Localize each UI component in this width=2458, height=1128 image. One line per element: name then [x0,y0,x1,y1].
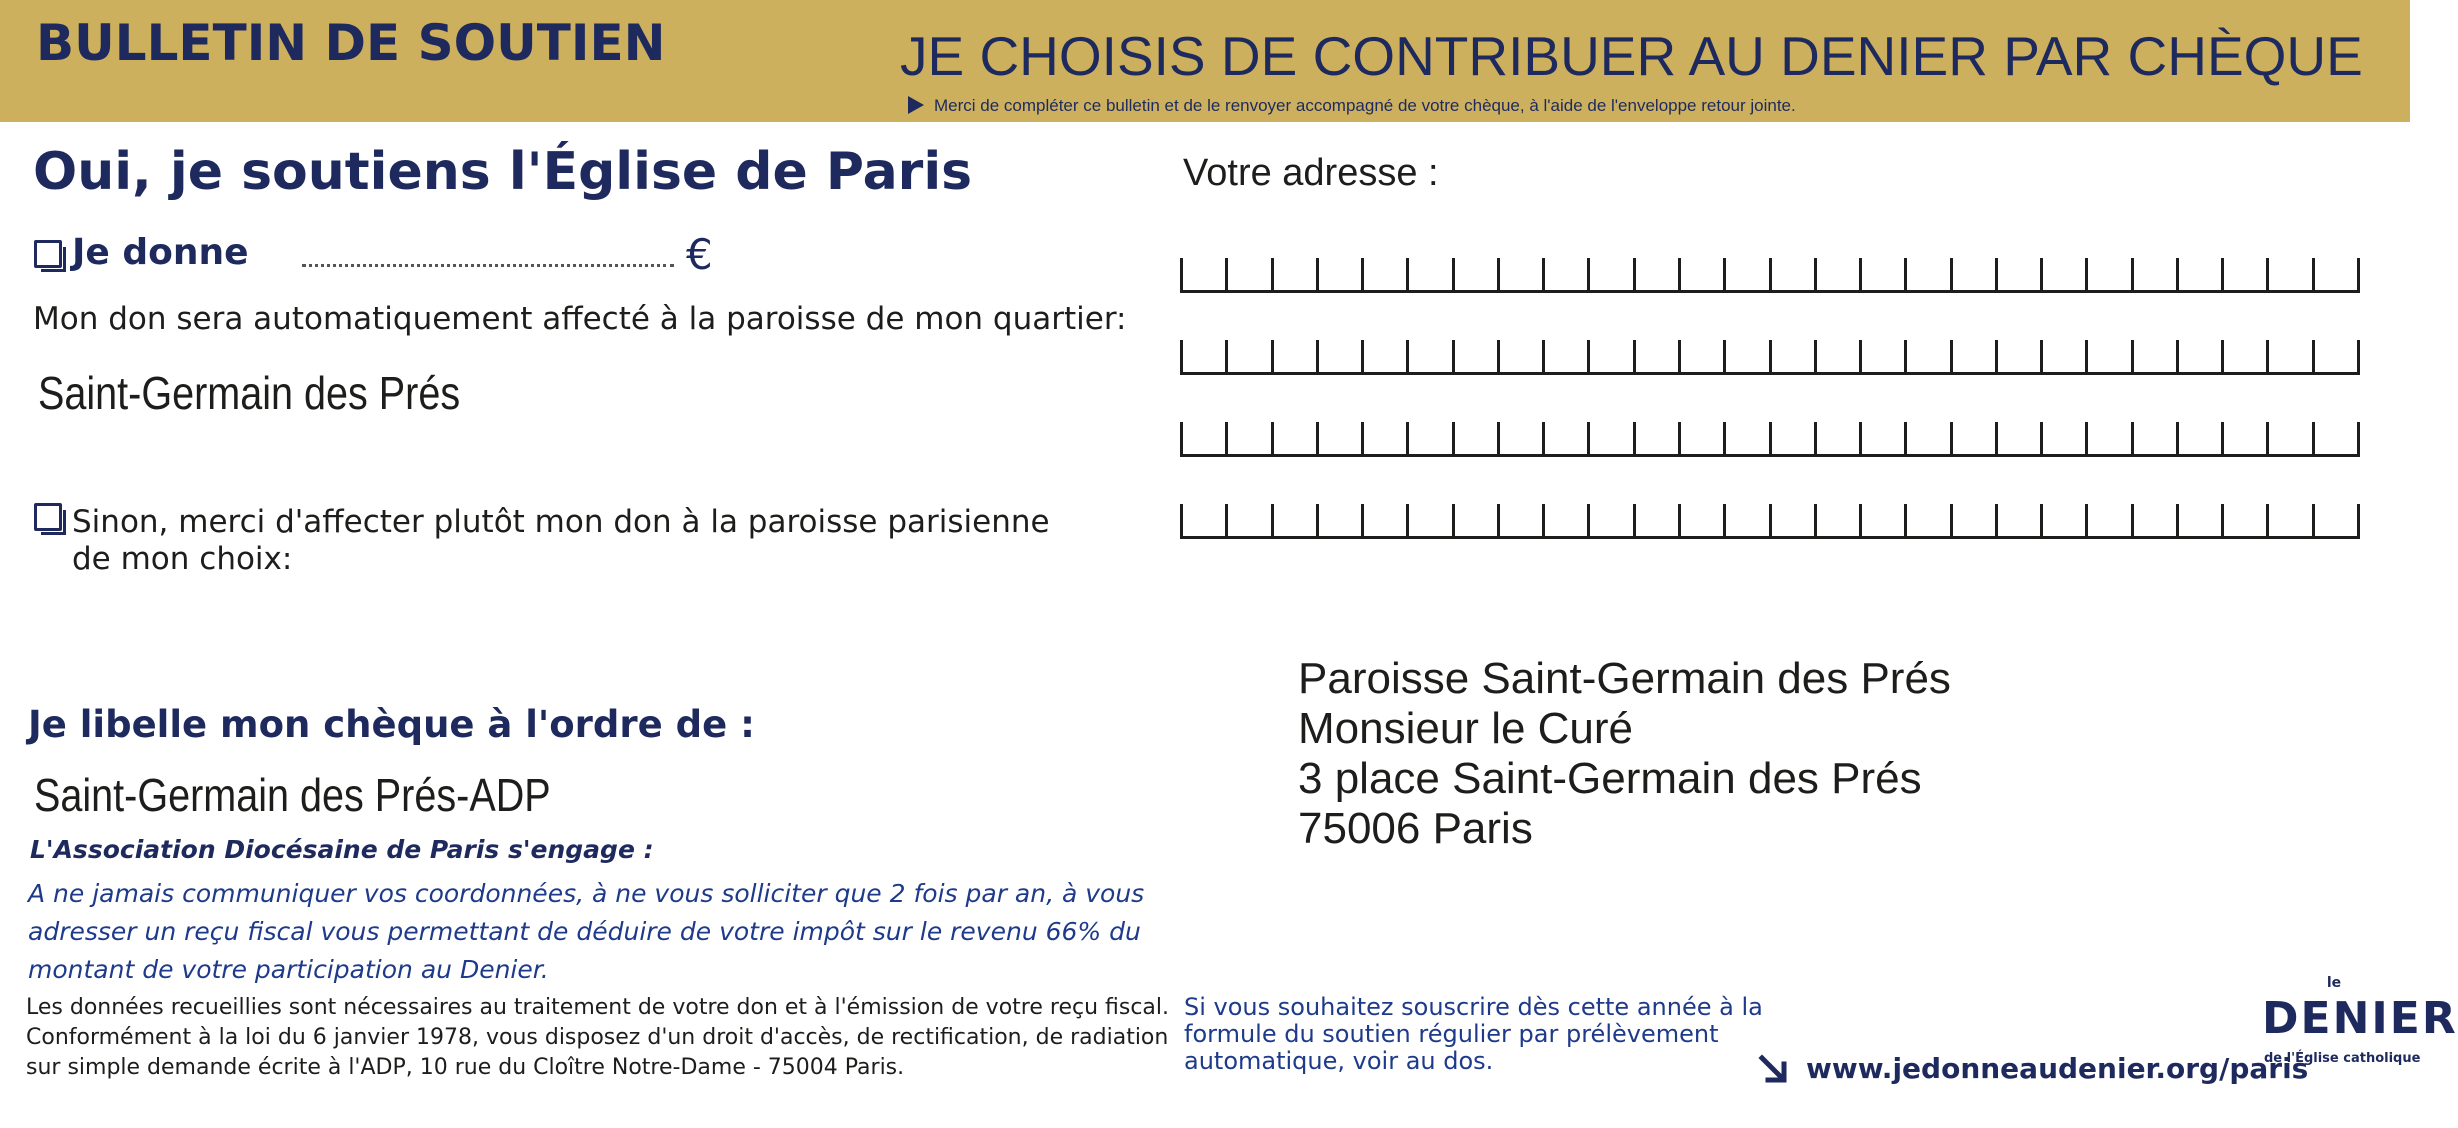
address-tick [1587,258,1590,290]
arrow-down-right-icon [1758,1054,1790,1086]
address-tick [1180,504,1183,536]
address-tick [2221,504,2224,536]
recipient-address [1298,654,1951,854]
subscription-note: Si vous souhaitez souscrire dès cette année à la formule du soutien régulier par prélèvement automatique, voir au dos. [1184,993,1763,1075]
instruction-note [908,96,1796,116]
address-tick [2176,504,2179,536]
address-tick [1814,422,1817,454]
address-tick [1497,504,1500,536]
address-tick [1678,340,1681,372]
logo-main-text: DENIER [2262,993,2458,1044]
address-tick [1316,258,1319,290]
address-tick [2266,258,2269,290]
address-tick [1406,340,1409,372]
address-tick [1225,422,1228,454]
address-tick [2266,340,2269,372]
address-tick [2131,340,2134,372]
address-tick [2131,422,2134,454]
address-tick [1542,340,1545,372]
recipient-line-2: Monsieur le Curé [1298,704,1634,753]
contribution-title: JE CHOISIS DE CONTRIBUER AU DENIER PAR CHÈQUE [900,25,2363,87]
parish-name-written: Saint-Germain des Prés [38,367,461,419]
page-headline: Oui, je soutiens l'Église de Paris [33,142,973,202]
address-tick [1271,258,1274,290]
address-tick [1406,258,1409,290]
address-tick [2131,504,2134,536]
address-tick [2357,258,2360,290]
address-tick [1406,504,1409,536]
address-tick [1316,422,1319,454]
address-tick [1814,340,1817,372]
alt-parish-text-line1: Sinon, merci d'affecter plutôt mon don à la paroisse parisienne [72,504,1050,540]
auto-assign-text: Mon don sera automatiquement affecté à la paroisse de mon quartier: [33,301,1127,337]
address-tick [2131,258,2134,290]
address-tick [2085,422,2088,454]
address-tick [1452,504,1455,536]
address-tick [1361,258,1364,290]
address-tick [1361,504,1364,536]
address-tick [1678,504,1681,536]
address-tick [1859,340,1862,372]
address-tick [2176,340,2179,372]
address-tick [1361,422,1364,454]
address-tick [1497,340,1500,372]
address-tick [1633,504,1636,536]
logo-sub-text: de l'Église catholique [2264,1051,2421,1066]
address-tick [1904,504,1907,536]
address-tick [2221,258,2224,290]
address-tick [1497,422,1500,454]
address-tick [1723,340,1726,372]
address-tick [1904,422,1907,454]
address-tick [1995,258,1998,290]
recipient-line-3: 3 place Saint-Germain des Prés [1298,754,1922,803]
address-tick [1950,422,1953,454]
engagement-title: L'Association Diocésaine de Paris s'engage : [30,835,654,864]
address-tick [1587,422,1590,454]
address-tick [1271,340,1274,372]
address-tick [1361,340,1364,372]
address-tick [1633,422,1636,454]
address-field-3[interactable] [1180,418,2360,457]
address-tick [1497,258,1500,290]
address-tick [1995,422,1998,454]
address-tick [1542,504,1545,536]
address-tick [2040,504,2043,536]
address-tick [1271,422,1274,454]
address-tick [1180,422,1183,454]
address-tick [1452,258,1455,290]
play-arrow-icon [908,96,924,114]
cheque-heading: Je libelle mon chèque à l'ordre de : [28,703,755,746]
address-tick [2312,504,2315,536]
website-link[interactable]: www.jedonneaudenier.org/paris [1806,1052,2309,1085]
address-tick [1859,422,1862,454]
address-tick [1769,258,1772,290]
amount-field[interactable] [302,264,674,267]
address-label: Votre adresse : [1183,152,1439,194]
address-tick [1542,258,1545,290]
address-tick [1678,258,1681,290]
address-tick [2312,340,2315,372]
address-tick [2085,340,2088,372]
address-tick [1406,422,1409,454]
address-tick [1316,340,1319,372]
donate-label: Je donne [72,232,249,273]
address-tick [1814,504,1817,536]
address-tick [1769,340,1772,372]
address-tick [2085,504,2088,536]
address-tick [1452,340,1455,372]
address-tick [1950,340,1953,372]
address-tick [2040,340,2043,372]
address-tick [1859,258,1862,290]
address-tick [2266,422,2269,454]
address-tick [1542,422,1545,454]
address-tick [1769,504,1772,536]
address-tick [2176,422,2179,454]
privacy-notice: Les données recueillies sont nécessaires au traitement de votre don et à l'émission de votre reçu fiscal. Conformément à la loi du 6 janvier 1978, vous disposez d'un droit d'accès, de rectification, de radiation sur simple demande écrite à l'ADP, 10 rue du Cloître Notre-Dame - 75004 Paris. [26,995,1170,1080]
address-tick [1904,258,1907,290]
address-tick [1271,504,1274,536]
address-field-4[interactable] [1180,500,2360,539]
address-tick [1180,258,1183,290]
address-tick [1723,422,1726,454]
address-tick [1225,504,1228,536]
address-tick [1180,340,1183,372]
address-tick [1225,340,1228,372]
alt-parish-checkbox[interactable] [34,503,62,531]
address-tick [1950,504,1953,536]
address-tick [2176,258,2179,290]
address-tick [2357,340,2360,372]
address-tick [1452,422,1455,454]
address-tick [1678,422,1681,454]
address-tick [2040,422,2043,454]
bulletin-title: BULLETIN DE SOUTIEN [36,14,666,72]
address-field-1[interactable] [1180,254,2360,293]
address-tick [1633,258,1636,290]
address-tick [2357,504,2360,536]
address-tick [1904,340,1907,372]
address-tick [1587,504,1590,536]
currency-symbol: € [686,230,713,279]
address-tick [1316,504,1319,536]
address-tick [1587,340,1590,372]
address-tick [1814,258,1817,290]
address-tick [2221,422,2224,454]
address-tick [2312,258,2315,290]
recipient-line-4: 75006 Paris [1298,804,1533,853]
address-tick [1769,422,1772,454]
address-tick [2357,422,2360,454]
payee-written: Saint-Germain des Prés-ADP [34,769,551,821]
address-tick [1723,504,1726,536]
engagement-text: A ne jamais communiquer vos coordonnées, à ne vous solliciter que 2 fois par an, à vous adresser un reçu fiscal vous permettant de déduire de votre impôt sur le revenu 66% du montant de votre participation au Denier. [28,879,1145,984]
address-tick [2221,340,2224,372]
address-tick [1225,258,1228,290]
address-tick [2085,258,2088,290]
recipient-line-1: Paroisse Saint-Germain des Prés [1298,654,1951,703]
denier-logo [2258,975,2458,1075]
header-banner [0,0,2410,122]
address-tick [1723,258,1726,290]
donate-checkbox[interactable] [34,240,62,268]
address-tick [1995,504,1998,536]
logo-le-text: le [2326,975,2342,991]
address-tick [2312,422,2315,454]
address-tick [2266,504,2269,536]
address-tick [1950,258,1953,290]
address-tick [2040,258,2043,290]
address-field-2[interactable] [1180,336,2360,375]
alt-parish-text-line2: de mon choix: [72,541,293,577]
address-tick [1859,504,1862,536]
address-tick [1995,340,1998,372]
address-tick [1633,340,1636,372]
instruction-text: Merci de compléter ce bulletin et de le renvoyer accompagné de votre chèque, à l'aide de l'enveloppe retour jointe. [934,96,1796,115]
